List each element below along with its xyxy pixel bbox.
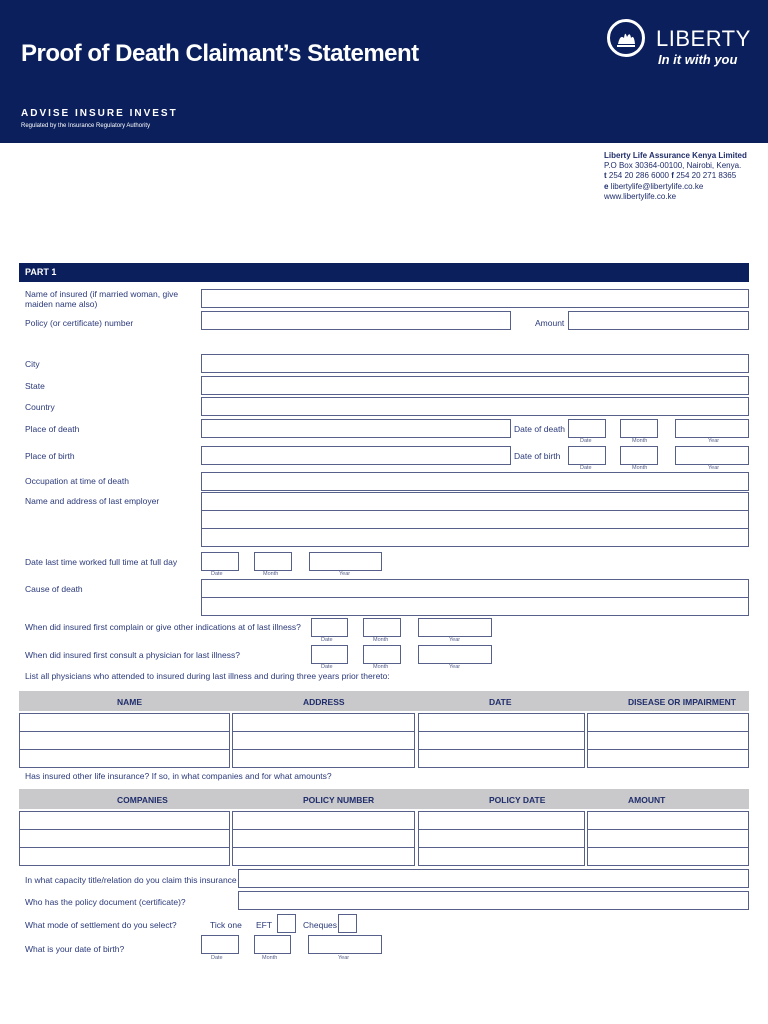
last-worked-label: Date last time worked full time at full day	[25, 557, 178, 567]
logo-name: LIBERTY	[656, 26, 751, 51]
table-cell[interactable]	[19, 811, 230, 830]
month-caption: Month	[632, 438, 648, 444]
regulated-note: Regulated by the Insurance Regulatory Authority	[21, 123, 151, 129]
date-caption: Date	[580, 438, 592, 444]
capacity-label: In what capacity title/relation do you claim this insurance	[25, 875, 237, 885]
table-cell[interactable]	[19, 731, 230, 750]
consult-month-field[interactable]	[363, 645, 401, 664]
city-label: City	[25, 359, 40, 369]
month-caption: Month	[262, 955, 278, 961]
cause-label: Cause of death	[25, 584, 83, 594]
birth-year-field[interactable]	[675, 446, 749, 465]
table-cell[interactable]	[418, 749, 585, 768]
birth-month-field[interactable]	[620, 446, 658, 465]
year-caption: Year	[338, 955, 350, 961]
eft-label: EFT	[256, 920, 273, 930]
complain-month-field[interactable]	[363, 618, 401, 637]
table-cell[interactable]	[232, 731, 415, 750]
header-banner	[0, 0, 768, 143]
employer-label: Name and address of last employer	[25, 496, 160, 506]
date-caption: Date	[211, 571, 223, 577]
last-worked-year-field[interactable]	[309, 552, 382, 571]
year-caption: Year	[708, 438, 720, 444]
first-complain-label: When did insured first complain or give other indications at of last illness?	[25, 622, 301, 632]
physicians-table-header	[19, 691, 749, 711]
eft-checkbox[interactable]	[277, 914, 296, 933]
date-caption: Date	[580, 465, 592, 471]
place-of-birth-label: Place of birth	[25, 451, 75, 461]
column-header: DISEASE OR IMPAIRMENT	[628, 697, 736, 707]
table-cell[interactable]	[587, 749, 749, 768]
cause-field-2[interactable]	[201, 597, 749, 616]
other-insurance-label: Has insured other life insurance? If so, in what companies and for what amounts?	[25, 771, 332, 781]
contact-block	[604, 151, 747, 202]
dob-day-field[interactable]	[201, 935, 239, 954]
year-caption: Year	[339, 571, 351, 577]
table-cell[interactable]	[418, 829, 585, 848]
cheques-label: Cheques	[303, 920, 338, 930]
employer-field-2[interactable]	[201, 510, 749, 529]
place-of-death-label: Place of death	[25, 424, 80, 434]
amount-field[interactable]	[568, 311, 749, 330]
part-1-bar	[19, 263, 749, 282]
date-of-death-label: Date of death	[514, 424, 566, 434]
part-label: PART 1	[25, 267, 57, 277]
date-of-birth-label: Date of birth	[514, 451, 561, 461]
column-header: POLICY DATE	[489, 795, 546, 805]
table-cell[interactable]	[232, 713, 415, 732]
place-of-birth-field[interactable]	[201, 446, 511, 465]
postal-address: P.O Box 30364-00100, Nairobi, Kenya.	[604, 161, 742, 171]
death-year-field[interactable]	[675, 419, 749, 438]
your-dob-label: What is your date of birth?	[25, 944, 125, 954]
death-day-field[interactable]	[568, 419, 606, 438]
month-caption: Month	[263, 571, 279, 577]
settlement-label: What mode of settlement do you select?	[25, 920, 177, 930]
tick-one-label: Tick one	[210, 920, 242, 930]
column-header: ADDRESS	[303, 697, 345, 707]
date-caption: Date	[321, 637, 333, 643]
phone-line: t 254 20 286 6000 f 254 20 271 8365	[604, 171, 737, 181]
country-field[interactable]	[201, 397, 749, 416]
table-cell[interactable]	[418, 847, 585, 866]
table-cell[interactable]	[587, 811, 749, 830]
who-has-policy-label: Who has the policy document (certificate)?	[25, 897, 186, 907]
cheques-checkbox[interactable]	[338, 914, 357, 933]
capacity-field[interactable]	[238, 869, 749, 888]
cause-field-1[interactable]	[201, 579, 749, 598]
employer-field-1[interactable]	[201, 492, 749, 511]
table-cell[interactable]	[587, 713, 749, 732]
table-cell[interactable]	[232, 749, 415, 768]
tagline: ADVISE INSURE INVEST	[21, 108, 178, 119]
table-cell[interactable]	[418, 811, 585, 830]
policy-number-field[interactable]	[201, 311, 511, 330]
year-caption: Year	[449, 664, 461, 670]
last-worked-month-field[interactable]	[254, 552, 292, 571]
logo-slogan: In it with you	[658, 52, 738, 67]
occupation-label: Occupation at time of death	[25, 476, 129, 486]
death-month-field[interactable]	[620, 419, 658, 438]
employer-field-3[interactable]	[201, 528, 749, 547]
column-header: POLICY NUMBER	[303, 795, 375, 805]
occupation-field[interactable]	[201, 472, 749, 491]
table-cell[interactable]	[587, 829, 749, 848]
column-header: AMOUNT	[628, 795, 666, 805]
table-cell[interactable]	[418, 713, 585, 732]
name-insured-field[interactable]	[201, 289, 749, 308]
city-field[interactable]	[201, 354, 749, 373]
month-caption: Month	[632, 465, 648, 471]
consult-year-field[interactable]	[418, 645, 492, 664]
dob-year-field[interactable]	[308, 935, 382, 954]
place-of-death-field[interactable]	[201, 419, 511, 438]
table-cell[interactable]	[587, 847, 749, 866]
complain-year-field[interactable]	[418, 618, 492, 637]
amount-label: Amount	[535, 318, 565, 328]
state-field[interactable]	[201, 376, 749, 395]
table-cell[interactable]	[19, 847, 230, 866]
complain-day-field[interactable]	[311, 618, 348, 637]
table-cell[interactable]	[19, 829, 230, 848]
company-name: Liberty Life Assurance Kenya Limited	[604, 151, 747, 160]
insurance-table-header	[19, 789, 749, 809]
consult-day-field[interactable]	[311, 645, 348, 664]
country-label: Country	[25, 402, 55, 412]
table-cell[interactable]	[232, 811, 415, 830]
state-label: State	[25, 381, 45, 391]
year-caption: Year	[449, 637, 461, 643]
list-physicians-label: List all physicians who attended to insured during last illness and during three years prior thereto:	[25, 671, 390, 681]
dob-month-field[interactable]	[254, 935, 291, 954]
date-caption: Date	[321, 664, 333, 670]
name-insured-label: Name of insured (if married woman, give maiden name also)	[25, 289, 179, 309]
last-worked-day-field[interactable]	[201, 552, 239, 571]
column-header: NAME	[117, 697, 143, 707]
who-has-policy-field[interactable]	[238, 891, 749, 910]
table-cell[interactable]	[19, 749, 230, 768]
first-consult-label: When did insured first consult a physician for last illness?	[25, 650, 240, 660]
table-cell[interactable]	[418, 731, 585, 750]
column-header: COMPANIES	[117, 795, 168, 805]
table-cell[interactable]	[232, 829, 415, 848]
birth-day-field[interactable]	[568, 446, 606, 465]
column-header: DATE	[489, 697, 512, 707]
policy-number-label: Policy (or certificate) number	[25, 318, 134, 328]
table-cell[interactable]	[232, 847, 415, 866]
month-caption: Month	[373, 664, 389, 670]
date-caption: Date	[211, 955, 223, 961]
table-cell[interactable]	[587, 731, 749, 750]
table-cell[interactable]	[19, 713, 230, 732]
page-title: Proof of Death Claimant’s Statement	[21, 40, 419, 67]
liberty-logo-icon	[607, 19, 645, 57]
email-line: e libertylife@libertylife.co.ke	[604, 181, 704, 191]
year-caption: Year	[708, 465, 720, 471]
month-caption: Month	[373, 637, 389, 643]
website: www.libertylife.co.ke	[604, 191, 677, 201]
